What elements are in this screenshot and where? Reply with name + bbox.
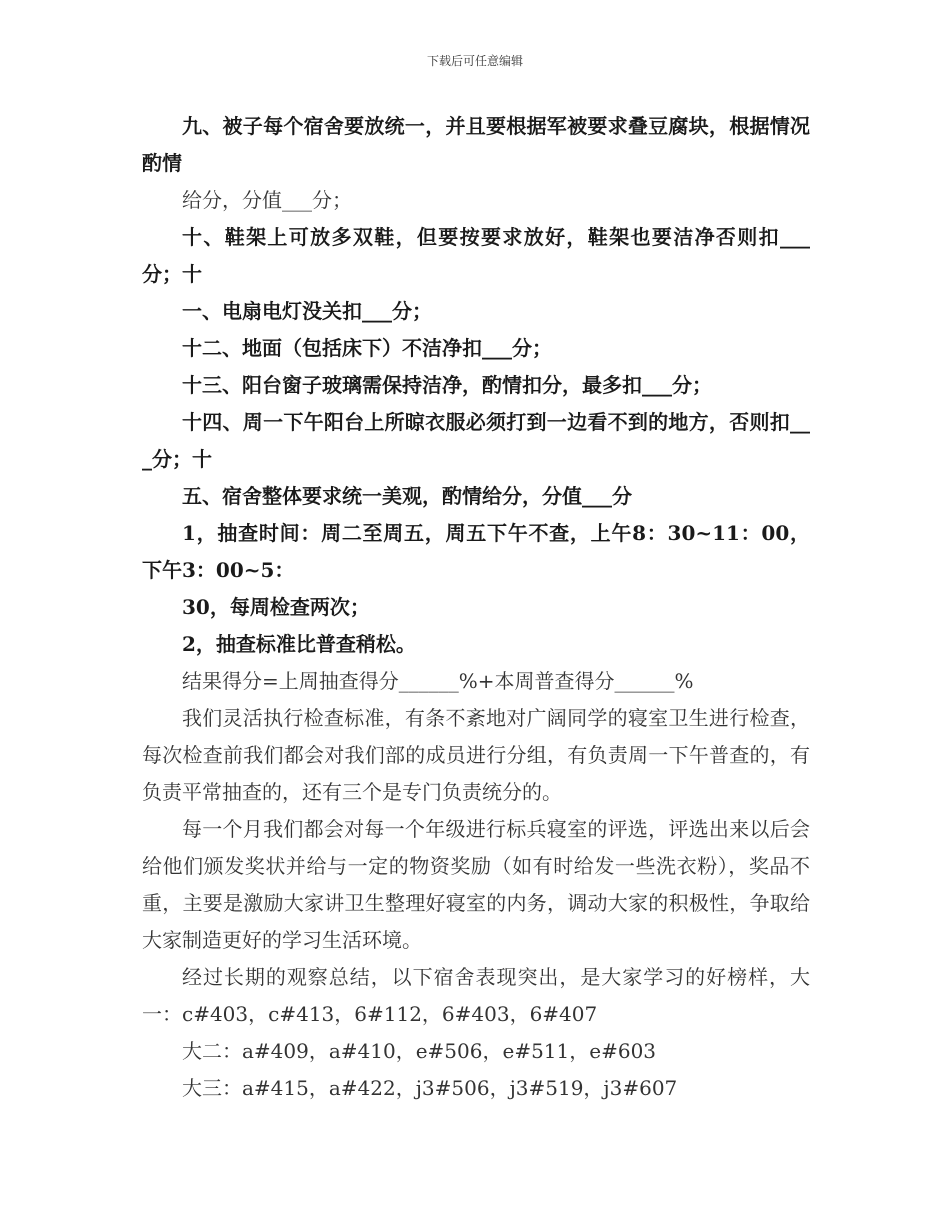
paragraph: 一、电扇电灯没关扣___分；	[182, 299, 432, 323]
document-body	[142, 108, 810, 1107]
paragraph: 十三、阳台窗子玻璃需保持洁净，酌情扣分，最多扣___分；	[182, 373, 712, 397]
paragraph: 我们灵活执行检查标准，有条不紊地对广阔同学的寝室卫生进行检查，每次检查前我们都会对我们部的成员进行分组，有负责周一下午普查的，有负责平常抽查的，还有三个是专门负责统分的。	[142, 706, 810, 804]
paragraph: 2，抽查标准比普查稍松。	[182, 632, 416, 656]
paragraph: 五、宿舍整体要求统一美观，酌情给分，分值___分	[182, 484, 632, 508]
paragraph: 经过长期的观察总结，以下宿舍表现突出，是大家学习的好榜样，大一：c#403，c#413，6#112，6#403，6#407	[142, 965, 810, 1026]
paragraph: 给分，分值___分；	[182, 188, 352, 212]
paragraph: 十、鞋架上可放多双鞋，但要按要求放好，鞋架也要洁净否则扣___分；十	[142, 225, 810, 286]
page-header: 下载后可任意编辑	[426, 54, 523, 68]
paragraph: 大三：a#415，a#422，j3#506，j3#519，j3#607	[182, 1076, 678, 1100]
paragraph: 十四、周一下午阳台上所晾衣服必须打到一边看不到的地方，否则扣___分；十	[142, 410, 810, 471]
paragraph: 结果得分=上周抽查得分______%+本周普查得分______%	[182, 669, 694, 693]
paragraph: 十二、地面（包括床下）不洁净扣___分；	[182, 336, 552, 360]
paragraph: 30，每周检查两次；	[182, 595, 370, 619]
paragraph: 大二：a#409，a#410，e#506，e#511，e#603	[182, 1039, 657, 1063]
paragraph: 1，抽查时间：周二至周五，周五下午不查，上午8：30~11：00，下午3：00~5：	[142, 521, 810, 582]
paragraph: 每一个月我们都会对每一个年级进行标兵寝室的评选，评选出来以后会给他们颁发奖状并给与一定的物资奖励（如有时给发一些洗衣粉），奖品不重，主要是激励大家讲卫生整理好寝室的内务，调动大家的积极性，争取给大家制造更好的学习生活环境。	[142, 817, 810, 952]
paragraph: 九、被子每个宿舍要放统一，并且要根据军被要求叠豆腐块，根据情况酌情	[142, 114, 810, 175]
